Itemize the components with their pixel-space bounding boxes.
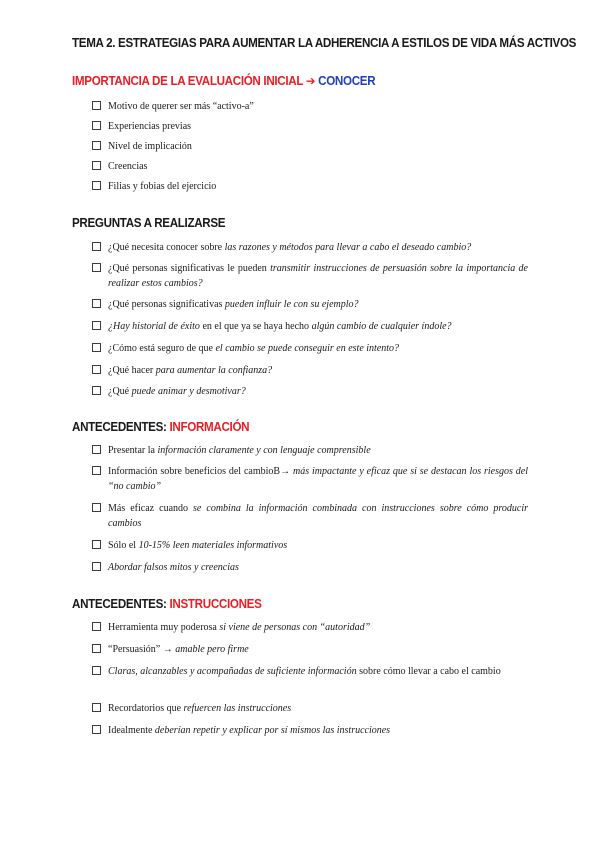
checkbox-icon[interactable] xyxy=(92,540,101,549)
item-text: Presentar la xyxy=(108,445,158,456)
heading-keyword: INSTRUCCIONES xyxy=(169,597,262,611)
checklist-item xyxy=(92,240,528,255)
item-emphasis: pueden influir le con su ejemplo? xyxy=(224,299,359,310)
item-emphasis: información claramente y con lenguaje comprensible xyxy=(157,445,371,456)
checkbox-icon[interactable] xyxy=(92,644,101,653)
item-text: Información sobre beneficios del cambioB→ xyxy=(108,466,293,477)
checkbox-icon[interactable] xyxy=(92,365,101,374)
item-text: Herramienta muy poderosa xyxy=(108,622,220,633)
checklist-item xyxy=(92,159,528,174)
checklist-item xyxy=(92,179,528,194)
checklist-item xyxy=(92,723,528,738)
item-text: Creencias xyxy=(108,161,148,172)
checkbox-icon[interactable] xyxy=(92,503,101,512)
section-heading-evaluacion xyxy=(72,73,375,88)
checklist-item xyxy=(92,538,528,553)
heading-keyword: INFORMACIÓN xyxy=(169,420,250,434)
item-text: Experiencias previas xyxy=(108,121,192,132)
item-text: en el que ya se haya hecho xyxy=(199,321,312,332)
item-emphasis: ¿Hay historial de éxito xyxy=(108,321,200,332)
item-text: ¿Qué hacer xyxy=(108,365,156,376)
item-emphasis: el cambio se puede conseguir en este intento? xyxy=(215,343,400,354)
section-heading-informacion xyxy=(72,420,249,434)
checkbox-icon[interactable] xyxy=(92,263,101,272)
checklist-item xyxy=(92,384,528,399)
item-emphasis: deberían repetir y explicar por sí mismos las instrucciones xyxy=(154,725,391,736)
checkbox-icon[interactable] xyxy=(92,466,101,475)
checkbox-icon[interactable] xyxy=(92,121,101,130)
checkbox-icon[interactable] xyxy=(92,666,101,675)
checkbox-icon[interactable] xyxy=(92,343,101,352)
item-emphasis: puede animar y desmotivar? xyxy=(131,386,246,397)
checkbox-icon[interactable] xyxy=(92,141,101,150)
page-title: TEMA 2. ESTRATEGIAS PARA AUMENTAR LA ADHERENCIA A ESTILOS DE VIDA MÁS ACTIVOS xyxy=(72,36,577,50)
checkbox-icon[interactable] xyxy=(92,181,101,190)
checklist-item xyxy=(92,464,528,494)
checkbox-icon[interactable] xyxy=(92,242,101,251)
item-text: ¿Qué necesita conocer sobre xyxy=(108,242,225,253)
item-text: sobre cómo llevar a cabo el cambio xyxy=(356,666,501,677)
item-emphasis: 10-15% leen materiales informativos xyxy=(138,540,288,551)
item-emphasis: refuercen las instrucciones xyxy=(183,703,292,714)
item-text: ¿Qué xyxy=(108,386,132,397)
item-emphasis: algún cambio de cualquier índole? xyxy=(311,321,452,332)
heading-keyword: CONOCER xyxy=(318,74,376,88)
item-emphasis: si viene de personas con “autoridad” xyxy=(219,622,371,633)
checklist-item xyxy=(92,99,528,114)
checkbox-icon[interactable] xyxy=(92,321,101,330)
item-text: ¿Qué personas significativas xyxy=(108,299,225,310)
item-text: Sólo el xyxy=(108,540,139,551)
checkbox-icon[interactable] xyxy=(92,161,101,170)
checklist-item xyxy=(92,443,528,458)
section-heading-instrucciones xyxy=(72,597,262,611)
checkbox-icon[interactable] xyxy=(92,386,101,395)
checklist-item xyxy=(92,501,528,531)
checklist-item xyxy=(92,261,528,291)
checkbox-icon[interactable] xyxy=(92,101,101,110)
checklist-item xyxy=(92,620,528,635)
item-emphasis: Abordar falsos mitos y creencias xyxy=(108,562,239,573)
item-text: ¿Qué personas significativas le pueden xyxy=(108,263,271,274)
item-text: Nivel de implicación xyxy=(108,141,192,152)
checklist-item xyxy=(92,139,528,154)
item-text: Idealmente xyxy=(108,725,155,736)
checklist-item xyxy=(92,560,528,575)
checkbox-icon[interactable] xyxy=(92,622,101,631)
checklist-item xyxy=(92,701,528,716)
checklist-item xyxy=(92,119,528,134)
section-heading-preguntas: PREGUNTAS A REALIZARSE xyxy=(72,216,226,230)
item-text: Más eficaz cuando xyxy=(108,503,194,514)
checklist-item xyxy=(92,341,528,356)
heading-text: IMPORTANCIA DE LA EVALUACIÓN INICIAL xyxy=(72,74,303,88)
item-emphasis: para aumentar la confianza? xyxy=(155,365,273,376)
checklist-item xyxy=(92,642,528,657)
heading-prefix: ANTECEDENTES: xyxy=(72,597,170,611)
item-emphasis: más impactante y eficaz que si se destacan los riesgos del “no cambio” xyxy=(108,466,529,492)
item-text: Filias y fobias del ejercicio xyxy=(108,181,217,192)
item-emphasis: las razones y métodos para llevar a cabo el deseado cambio? xyxy=(224,242,472,253)
item-emphasis: se combina la información combinada con instrucciones sobre cómo producir cambios xyxy=(108,503,528,529)
item-emphasis: amable pero firme xyxy=(175,644,249,655)
checklist-item xyxy=(92,664,528,679)
checkbox-icon[interactable] xyxy=(92,703,101,712)
arrow-right-icon: ➔ xyxy=(305,74,316,88)
checklist-item xyxy=(92,319,528,334)
checkbox-icon[interactable] xyxy=(92,725,101,734)
checklist-item xyxy=(92,363,528,378)
checkbox-icon[interactable] xyxy=(92,445,101,454)
item-text: Motivo de querer ser más “activo-a” xyxy=(108,101,254,112)
item-text: “Persuasión” → xyxy=(108,644,176,655)
item-text: ¿Cómo está seguro de que xyxy=(108,343,216,354)
item-text: Recordatorios que xyxy=(108,703,184,714)
checklist-item xyxy=(92,297,528,312)
item-emphasis: transmitir instrucciones de persuasión sobre la importancia de realizar estos cambios? xyxy=(108,263,528,289)
checkbox-icon[interactable] xyxy=(92,299,101,308)
heading-prefix: ANTECEDENTES: xyxy=(72,420,170,434)
item-emphasis: Claras, alcanzables y acompañadas de suficiente información xyxy=(108,666,357,677)
checkbox-icon[interactable] xyxy=(92,562,101,571)
